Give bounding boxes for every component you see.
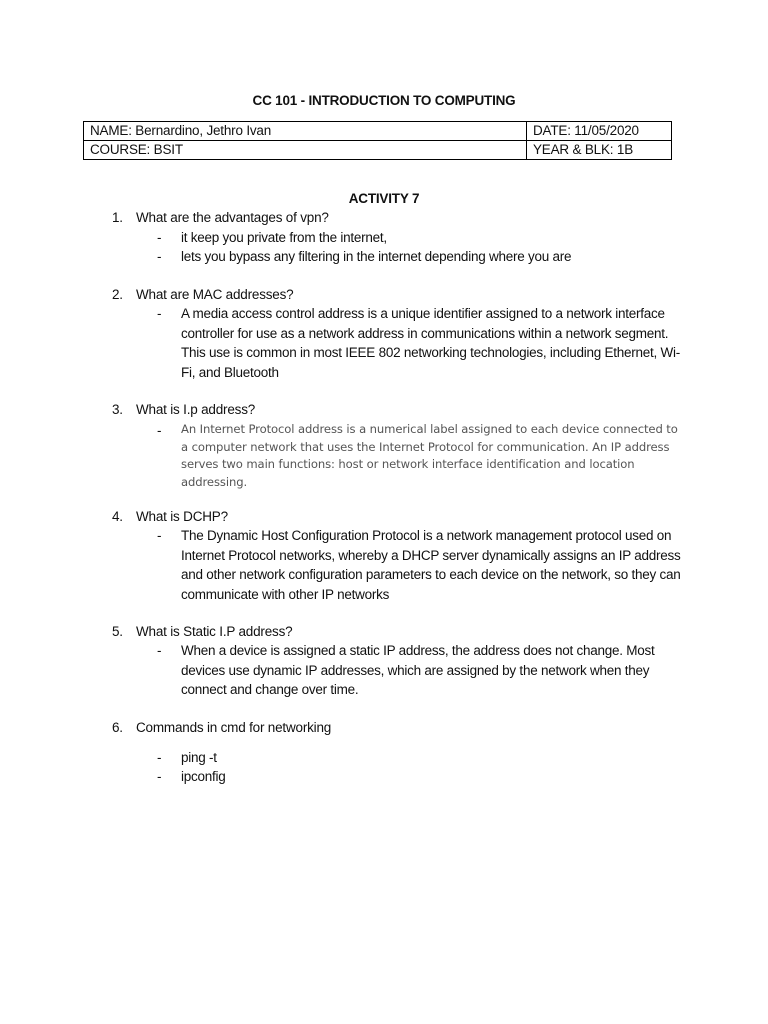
answer-text: ipconfig <box>181 769 226 784</box>
answer-text: A media access control address is a unique identifier assigned to a network interface controller for use as a network address in communications within a network segment. This use is common in most IEEE 802 networking technologies, including Ethernet, Wi-Fi, and Bluetooth <box>181 306 680 380</box>
question-number: 1. <box>112 210 123 225</box>
bullet-dash: - <box>157 306 162 321</box>
info-row <box>84 141 672 160</box>
question-number: 3. <box>112 402 123 417</box>
question-text: What are MAC addresses? <box>136 287 294 302</box>
student-name: NAME: Bernardino, Jethro Ivan <box>84 122 527 141</box>
info-row <box>84 122 672 141</box>
bullet-dash: - <box>157 750 162 765</box>
bullet-dash: - <box>157 769 162 784</box>
answer-text: When a device is assigned a static IP address, the address does not change. Most devices use dynamic IP addresses, which are assigned by the network when they connect and change over time. <box>181 643 655 697</box>
answer-text: lets you bypass any filtering in the internet depending where you are <box>181 249 572 264</box>
document-title: CC 101 - INTRODUCTION TO COMPUTING <box>252 93 516 108</box>
student-year-block: YEAR & BLK: 1B <box>527 141 672 160</box>
bullet-dash: - <box>157 528 162 543</box>
question-number: 2. <box>112 287 123 302</box>
submission-date: DATE: 11/05/2020 <box>527 122 672 141</box>
bullet-dash: - <box>157 643 162 658</box>
question-text: What is I.p address? <box>136 402 256 417</box>
student-info-table <box>83 121 672 160</box>
question-number: 5. <box>112 624 123 639</box>
activity-title: ACTIVITY 7 <box>348 191 420 206</box>
answer-text: it keep you private from the internet, <box>181 230 387 245</box>
student-course: COURSE: BSIT <box>84 141 527 160</box>
answer-text: The Dynamic Host Configuration Protocol is a network management protocol used on Internet Protocol networks, whereby a DHCP server dynamically assigns an IP address and other network configuration parameters to each device on the network, so they can communicate with other IP networks <box>181 528 681 602</box>
question-text: What is DCHP? <box>136 509 228 524</box>
bullet-dash: - <box>157 230 162 245</box>
bullet-dash: - <box>157 249 162 264</box>
question-text: Commands in cmd for networking <box>136 720 332 735</box>
bullet-dash: - <box>157 423 162 438</box>
question-text: What are the advantages of vpn? <box>136 210 329 225</box>
answer-text: ping -t <box>181 750 217 765</box>
question-number: 4. <box>112 509 123 524</box>
question-number: 6. <box>112 720 123 735</box>
question-text: What is Static I.P address? <box>136 624 293 639</box>
answer-text: An Internet Protocol address is a numerical label assigned to each device connected to a computer network that uses the Internet Protocol for communication. An IP address serves two main functions: host or network interface identification and location addressing. <box>181 422 678 489</box>
